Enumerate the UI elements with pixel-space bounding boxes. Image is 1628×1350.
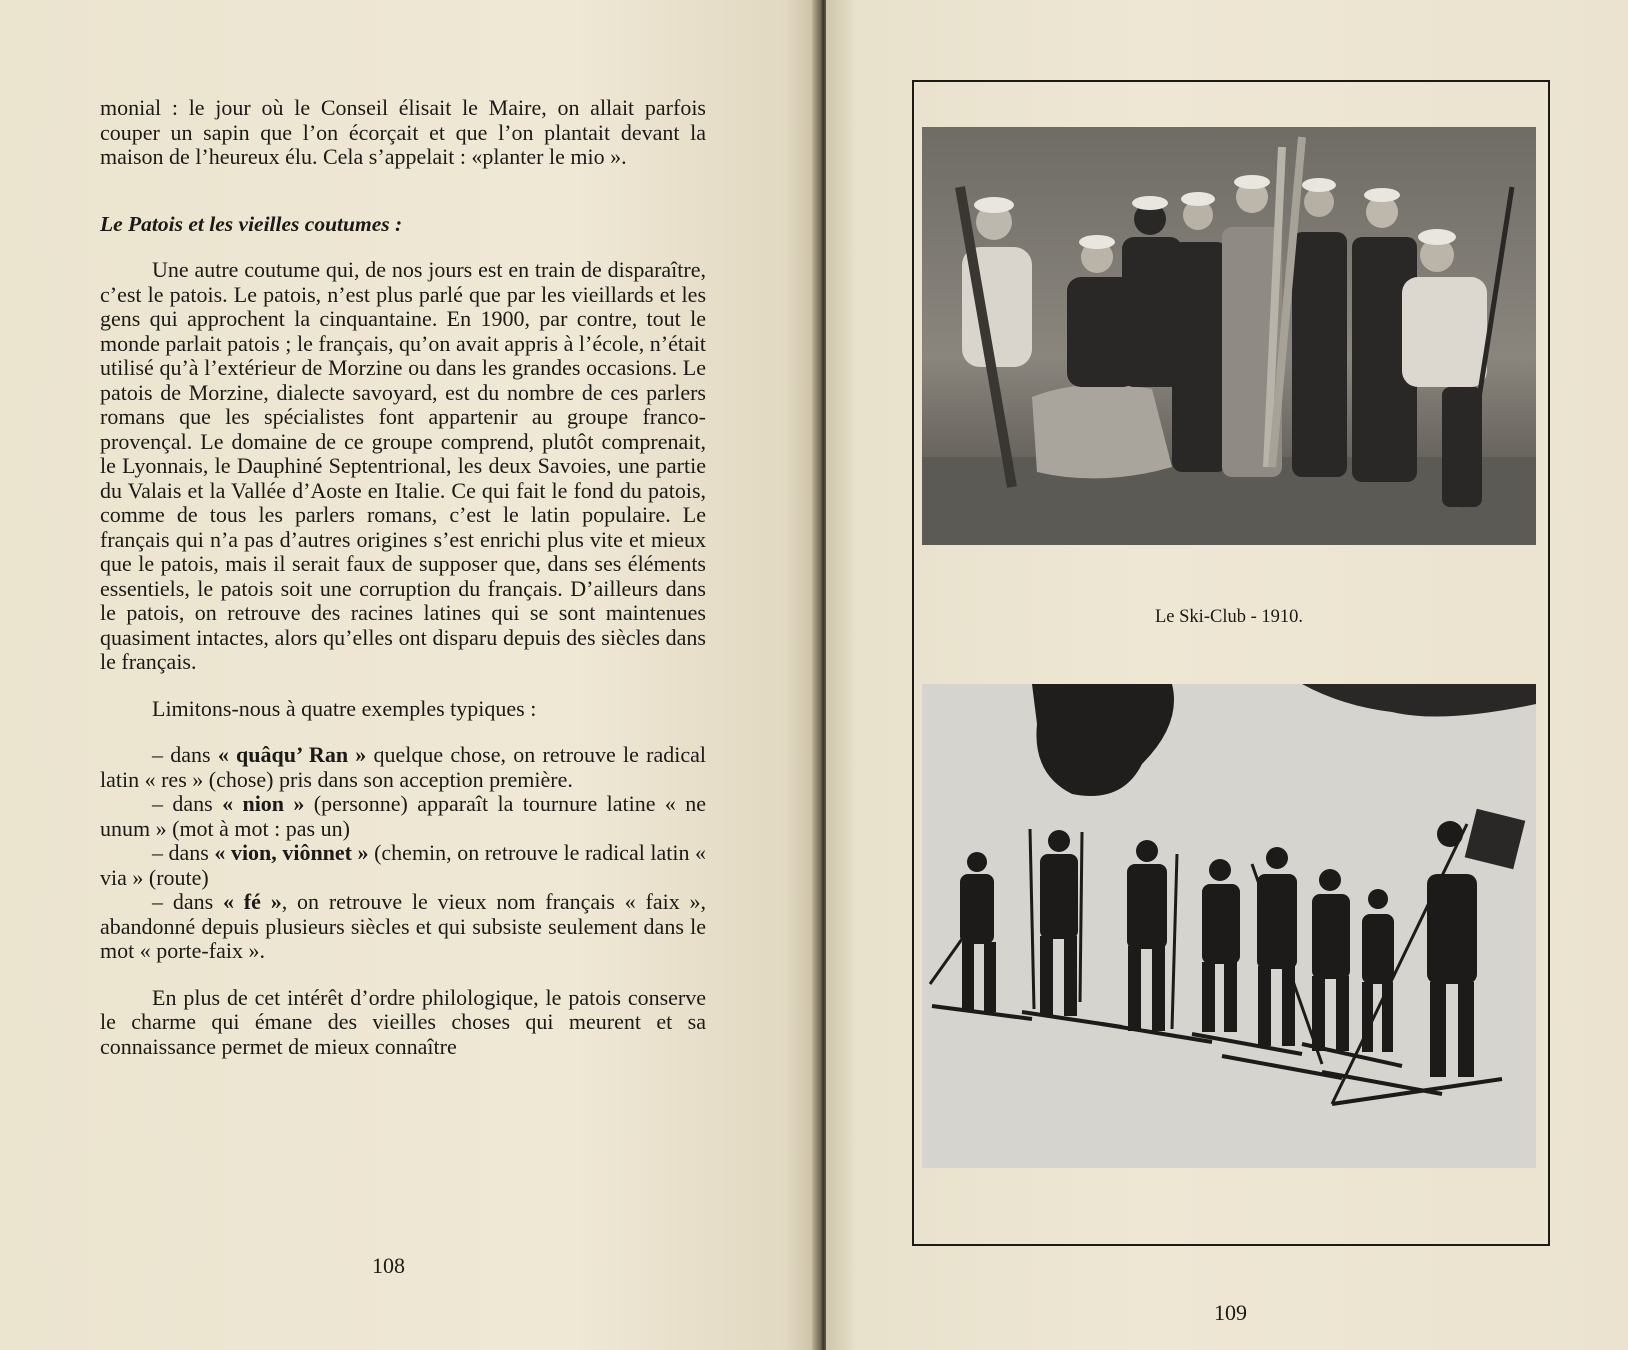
example-item: – dans « nion » (personne) apparaît la tournure latine « ne unum » (mot à mot : pas un) <box>100 791 706 841</box>
paragraph-continuation: monial : le jour où le Conseil élisait le Maire, on allait parfois couper un sapin que l’on écorçait et que l’on plantait devant la maison de l’heureux élu. Cela s’appelait : «planter le mio ». <box>100 95 706 169</box>
photo-caption: Le Ski-Club - 1910. <box>1155 607 1303 627</box>
paragraph-philology: En plus de cet intérêt d’ordre philologique, le patois conserve le charme qui émane des vieilles choses qui meurent et sa connaissance permet de mieux connaître <box>100 984 706 1059</box>
paragraph-patois: Une autre coutume qui, de nos jours est en train de disparaître, c’est le patois. Le patois, n’est plus parlé que par les vieillards et les gens qui approchent la cinquantaine. En 1900, par contre, tout le monde parlait patois ; le français, qu’on avait appris à l’école, n’était utilisé qu’à l’extérieur de Morzine ou dans les grandes occasions. Le patois de Morzine, dialecte savoyard, est du nombre de ces parlers romans que les spécialistes font appartenir au groupe franco-provençal. Le domaine de ce groupe comprend, plutôt comprenait, le Lyonnais, le Dauphiné Septentrional, les deux Savoies, une partie du Valais et la Vallée d’Aoste en Italie. Ce qui fait le fond du patois, comme de tous les parlers romans, c’est le latin populaire. Le français qui n’a pas d’autres origines s’est enrichi plus vite et mieux que le patois, mais il serait faux de supposer que, dans ses éléments essentiels, le patois soit une corruption du français. D’ailleurs dans le patois, on retrouve des racines latines qui se sont maintenues quasiment intactes, alors qu’elles ont disparu depuis des siècles dans le français. <box>100 257 706 674</box>
example-item: – dans « vion, viônnet » (chemin, on retrouve le radical latin « via » (route) <box>100 840 706 890</box>
skiers-line-photo <box>922 684 1536 1168</box>
example-item: – dans « fé », on retrouve le vieux nom français « faix », abandonné depuis plusieurs siècles et qui subsiste seulement dans le mot « porte-faix ». <box>100 889 707 963</box>
right-page <box>826 0 1628 1350</box>
page-number: 108 <box>372 1253 405 1278</box>
example-item: – dans « quâqu’ Ran » quelque chose, on retrouve le radical latin « res » (chose) pris dans son acception première. <box>100 742 706 792</box>
body-text <box>100 96 706 1059</box>
section-heading: Le Patois et les vieilles coutumes : <box>100 211 403 236</box>
paragraph-examples-intro: Limitons-nous à quatre exemples typiques : <box>152 695 537 721</box>
ski-club-group-photo <box>922 127 1536 545</box>
page-number: 109 <box>1214 1300 1247 1325</box>
